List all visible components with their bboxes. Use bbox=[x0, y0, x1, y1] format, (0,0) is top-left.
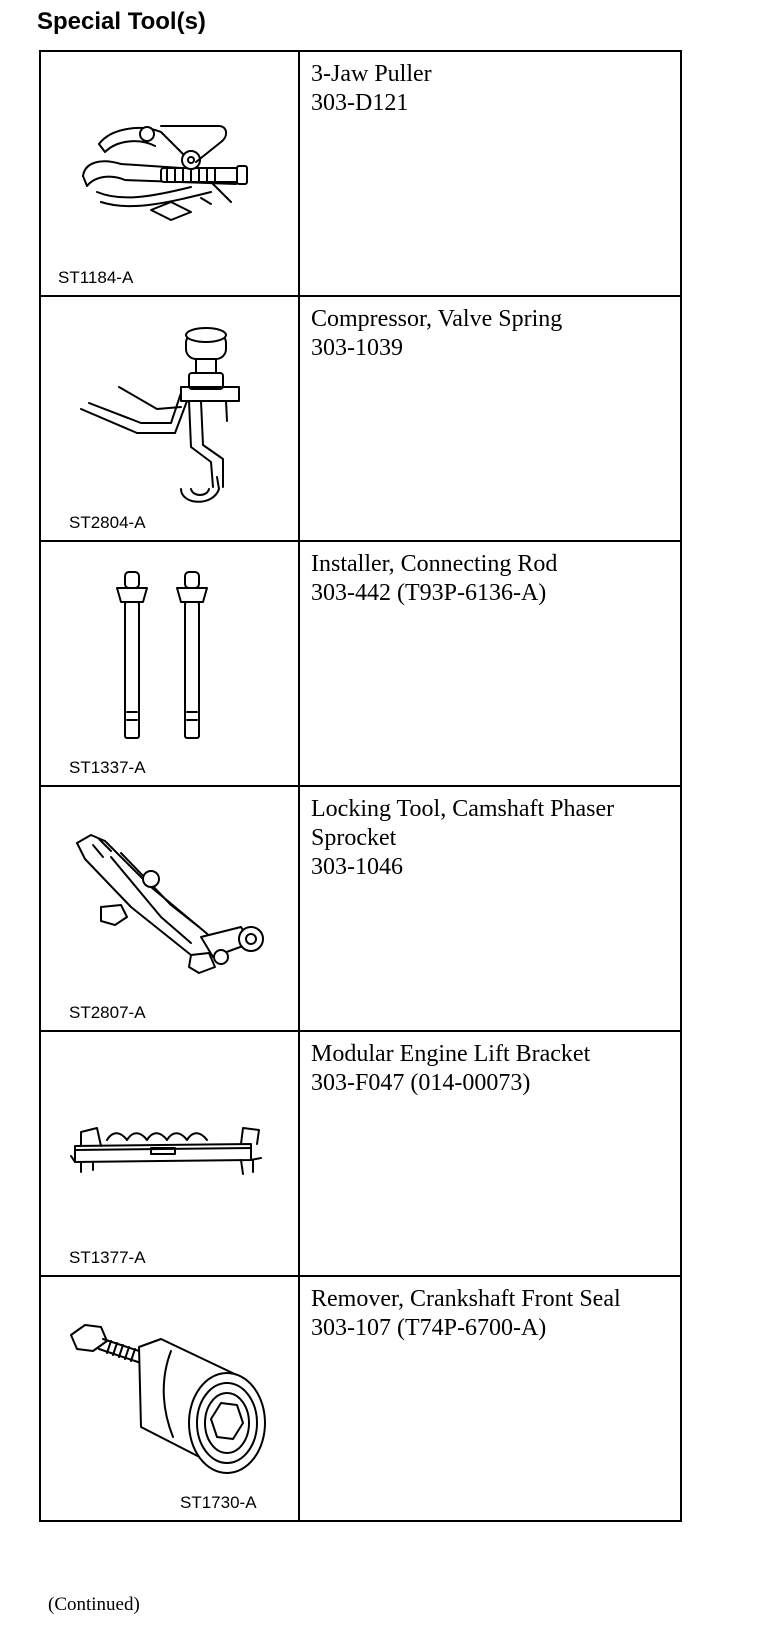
continued-note: (Continued) bbox=[48, 1594, 140, 1615]
tool-number: Sprocket bbox=[311, 825, 397, 851]
table-row bbox=[40, 1276, 681, 1521]
tool-name: Compressor, Valve Spring bbox=[311, 306, 563, 332]
table-row bbox=[40, 1031, 681, 1276]
tool-number: 303-442 (T93P-6136-A) bbox=[311, 580, 547, 606]
tool-name: Locking Tool, Camshaft Phaser bbox=[311, 796, 615, 822]
figure-code: ST2807-A bbox=[69, 1003, 146, 1022]
tool-description-cell bbox=[299, 1276, 681, 1521]
tool-name: 3-Jaw Puller bbox=[311, 61, 432, 87]
figure-code: ST1377-A bbox=[69, 1248, 146, 1267]
crankshaft-seal-remover-illustration bbox=[41, 1277, 298, 1520]
table-row bbox=[40, 541, 681, 786]
tool-illustration-cell bbox=[40, 296, 299, 541]
tool-description-cell bbox=[299, 1031, 681, 1276]
tool-number: 303-1046 bbox=[311, 854, 403, 880]
valve-spring-compressor-illustration bbox=[41, 297, 298, 540]
tool-illustration-cell bbox=[40, 51, 299, 296]
table-row bbox=[40, 786, 681, 1031]
tool-description-cell bbox=[299, 786, 681, 1031]
tool-description-cell bbox=[299, 296, 681, 541]
tool-number: 303-F047 (014-00073) bbox=[311, 1070, 531, 1096]
table-row bbox=[40, 296, 681, 541]
engine-lift-bracket-illustration bbox=[41, 1032, 298, 1275]
tool-number: 303-D121 bbox=[311, 90, 409, 116]
tool-illustration-cell bbox=[40, 541, 299, 786]
tool-name: Remover, Crankshaft Front Seal bbox=[311, 1286, 621, 1312]
tool-description-cell bbox=[299, 51, 681, 296]
tool-name: Installer, Connecting Rod bbox=[311, 551, 558, 577]
table-row bbox=[40, 51, 681, 296]
special-tools-table bbox=[39, 50, 682, 1522]
tool-description-cell bbox=[299, 541, 681, 786]
figure-code: ST1184-A bbox=[58, 268, 134, 287]
figure-code: ST1730-A bbox=[180, 1493, 257, 1512]
connecting-rod-installer-illustration bbox=[41, 542, 298, 785]
page-title: Special Tool(s) bbox=[37, 8, 206, 35]
figure-code: ST2804-A bbox=[69, 513, 146, 532]
tool-number: 303-1039 bbox=[311, 335, 403, 361]
tool-illustration-cell bbox=[40, 1276, 299, 1521]
tool-illustration-cell bbox=[40, 1031, 299, 1276]
camshaft-locking-tool-illustration bbox=[41, 787, 298, 1030]
figure-code: ST1337-A bbox=[69, 758, 146, 777]
tool-name: Modular Engine Lift Bracket bbox=[311, 1041, 591, 1067]
jaw-puller-illustration bbox=[41, 52, 298, 295]
tool-number: 303-107 (T74P-6700-A) bbox=[311, 1315, 547, 1341]
tool-illustration-cell bbox=[40, 786, 299, 1031]
